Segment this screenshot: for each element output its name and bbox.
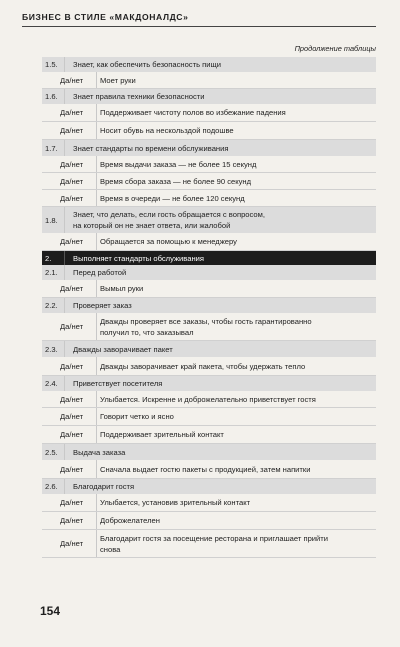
yes-no-label: Да/нет xyxy=(60,430,84,439)
yes-no-label: Да/нет xyxy=(60,516,84,525)
checklist-item-row xyxy=(42,391,376,408)
running-header: БИЗНЕС В СТИЛЕ «МАКДОНАЛДС» xyxy=(22,12,189,22)
column-divider xyxy=(96,190,97,206)
section-number: 1.8. xyxy=(45,215,58,225)
column-divider xyxy=(64,265,65,280)
section-title: Выполняет стандарты обслуживания xyxy=(73,253,204,263)
section-row xyxy=(42,479,376,494)
column-divider xyxy=(96,173,97,189)
column-divider xyxy=(64,298,65,313)
yes-no-label: Да/нет xyxy=(60,237,84,246)
column-divider xyxy=(64,140,65,156)
section-row xyxy=(42,444,376,460)
section-title: Знает, как обеспечить безопасность пищи xyxy=(73,60,221,69)
item-text: Время сбора заказа — не более 90 секунд xyxy=(100,176,252,186)
column-divider xyxy=(96,460,97,478)
column-divider xyxy=(64,341,65,357)
section-title: Знает стандарты по времени обслуживания xyxy=(73,143,229,153)
section-number: 2. xyxy=(45,253,52,263)
column-divider xyxy=(64,57,65,72)
checklist-table xyxy=(42,57,376,558)
yes-no-label: Да/нет xyxy=(60,464,84,474)
yes-no-label: Да/нет xyxy=(60,284,84,293)
section-row xyxy=(42,57,376,72)
column-divider xyxy=(96,156,97,172)
section-row xyxy=(42,207,376,233)
yes-no-label: Да/нет xyxy=(60,108,84,117)
yes-no-label: Да/нет xyxy=(60,394,84,404)
item-text: Обращается за помощью к менеджеру xyxy=(100,237,237,246)
item-text: Улыбается. Искренне и доброжелательно приветствует гостя xyxy=(100,394,316,404)
column-divider xyxy=(96,512,97,529)
item-text: Вымыл руки xyxy=(100,284,144,293)
yes-no-label: Да/нет xyxy=(60,322,84,331)
column-divider xyxy=(96,122,97,139)
item-text: Улыбается, установив зрительный контакт xyxy=(100,498,251,507)
section-number: 1.6. xyxy=(45,92,58,101)
section-number: 1.7. xyxy=(45,143,58,153)
major-section-row xyxy=(42,251,376,265)
page-number: 154 xyxy=(40,604,61,618)
item-text: Время в очереди — не более 120 секунд xyxy=(100,193,245,203)
checklist-item-row xyxy=(42,494,376,512)
yes-no-label: Да/нет xyxy=(60,412,84,421)
section-title: Знает, что делать, если гость обращается с вопросом, на который он не знает ответа, или жалобой xyxy=(73,210,265,230)
checklist-item-row xyxy=(42,173,376,190)
section-number: 1.5. xyxy=(45,60,58,69)
section-row xyxy=(42,298,376,313)
section-row xyxy=(42,140,376,156)
item-text: Время выдачи заказа — не более 15 секунд xyxy=(100,159,257,169)
column-divider xyxy=(64,251,65,265)
section-title: Приветствует посетителя xyxy=(73,379,163,388)
column-divider xyxy=(96,426,97,443)
section-number: 2.6. xyxy=(45,482,58,491)
item-text: Благодарит гостя за посещение ресторана и приглашает прийти снова xyxy=(100,533,328,554)
yes-no-label: Да/нет xyxy=(60,498,84,507)
section-row xyxy=(42,341,376,357)
section-title: Дважды заворачивает пакет xyxy=(73,344,173,354)
yes-no-label: Да/нет xyxy=(60,159,84,169)
section-number: 2.3. xyxy=(45,344,58,354)
checklist-item-row xyxy=(42,512,376,530)
yes-no-label: Да/нет xyxy=(60,75,84,85)
checklist-item-row xyxy=(42,460,376,479)
column-divider xyxy=(96,494,97,511)
item-text: Говорит четко и ясно xyxy=(100,412,174,421)
item-text: Дважды заворачивает край пакета, чтобы удержать тепло xyxy=(100,361,306,371)
item-text: Доброжелателен xyxy=(100,516,160,525)
section-title: Перед работой xyxy=(73,268,127,277)
checklist-item-row xyxy=(42,104,376,122)
section-title: Выдача заказа xyxy=(73,447,126,457)
yes-no-label: Да/нет xyxy=(60,176,84,186)
checklist-item-row xyxy=(42,72,376,89)
checklist-item-row xyxy=(42,408,376,426)
checklist-item-row xyxy=(42,426,376,444)
column-divider xyxy=(96,391,97,407)
yes-no-label: Да/нет xyxy=(60,361,84,371)
item-text: Носит обувь на нескольздой подошве xyxy=(100,126,234,135)
column-divider xyxy=(96,408,97,425)
checklist-item-row xyxy=(42,156,376,173)
column-divider xyxy=(96,104,97,121)
column-divider xyxy=(64,479,65,494)
section-title: Проверяет заказ xyxy=(73,301,132,310)
item-text: Сначала выдает гостю пакеты с продукцией, затем напитки xyxy=(100,464,311,474)
item-text: Поддерживает чистоту полов во избежание падения xyxy=(100,108,286,117)
column-divider xyxy=(64,207,65,233)
yes-no-label: Да/нет xyxy=(60,126,84,135)
item-text: Моет руки xyxy=(100,75,136,85)
section-number: 2.2. xyxy=(45,301,58,310)
header-divider xyxy=(22,26,376,27)
section-title: Благодарит гостя xyxy=(73,482,135,491)
section-row xyxy=(42,265,376,280)
yes-no-label: Да/нет xyxy=(60,193,84,203)
column-divider xyxy=(64,89,65,104)
section-number: 2.4. xyxy=(45,379,58,388)
column-divider xyxy=(96,530,97,557)
section-row xyxy=(42,376,376,391)
checklist-item-row xyxy=(42,190,376,207)
continuation-note: Продолжение таблицы xyxy=(294,44,376,53)
checklist-item-row xyxy=(42,122,376,140)
checklist-item-row xyxy=(42,357,376,376)
checklist-item-row xyxy=(42,530,376,558)
checklist-item-row xyxy=(42,280,376,298)
column-divider xyxy=(96,280,97,297)
section-number: 2.1. xyxy=(45,268,58,277)
section-row xyxy=(42,89,376,104)
yes-no-label: Да/нет xyxy=(60,539,84,548)
section-title: Знает правила техники безопасности xyxy=(73,92,205,101)
column-divider xyxy=(64,376,65,391)
column-divider xyxy=(64,444,65,460)
section-number: 2.5. xyxy=(45,447,58,457)
checklist-item-row xyxy=(42,313,376,341)
item-text: Дважды проверяет все заказы, чтобы гость гарантированно получил то, что заказывал xyxy=(100,316,312,337)
column-divider xyxy=(96,72,97,88)
column-divider xyxy=(96,313,97,340)
item-text: Поддерживает зрительный контакт xyxy=(100,430,224,439)
column-divider xyxy=(96,357,97,375)
checklist-item-row xyxy=(42,233,376,251)
column-divider xyxy=(96,233,97,250)
